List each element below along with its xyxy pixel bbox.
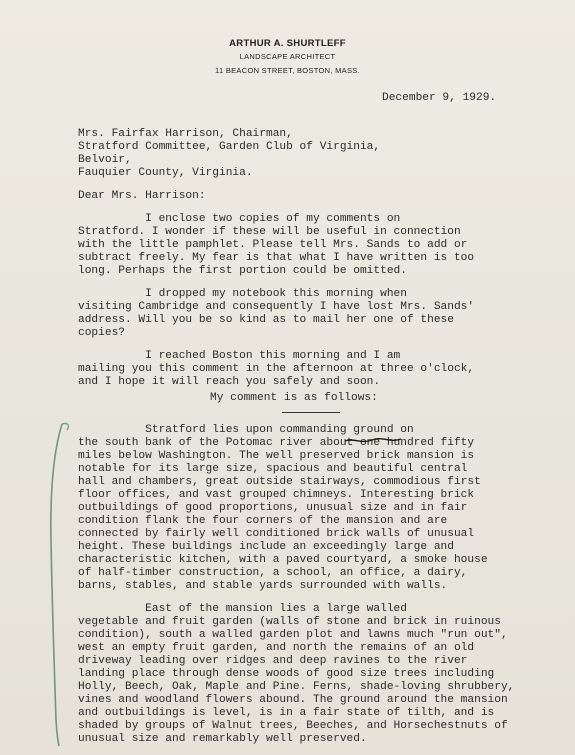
paragraph-3-line: and I hope it will reach you safely and soon.: [78, 376, 381, 388]
recipient-line: Belvoir,: [78, 154, 132, 166]
green-margin-mark: [40, 420, 70, 750]
paragraph-1-line: Stratford. I wonder if these will be useful in connection: [78, 226, 461, 238]
section-rule: [282, 412, 340, 413]
comment-heading: My comment is as follows:: [210, 392, 378, 404]
paragraph-5-line: driveway leading over ridges and deep ravines to the river: [78, 655, 468, 667]
recipient-line: Mrs. Fairfax Harrison, Chairman,: [78, 128, 293, 140]
paragraph-2-line: copies?: [78, 327, 125, 339]
paragraph-4-line: floor offices, and vast grouped chimneys. Interesting brick: [78, 489, 475, 501]
paragraph-4-line: characteristic kitchen, with a paved courtyard, a smoke house: [78, 554, 488, 566]
paragraph-4-line: miles below Washington. The well preserved brick mansion is: [78, 450, 475, 462]
paragraph-4-line: notable for its large size, spacious and beautiful central: [78, 463, 468, 475]
letterhead-address: 11 BEACON STREET, BOSTON, MASS.: [215, 66, 360, 75]
paragraph-5-line: vegetable and fruit garden (walls of stone and brick in ruinous: [78, 616, 501, 628]
letter-date: December 9, 1929.: [382, 92, 497, 104]
recipient-line: Fauquier County, Virginia.: [78, 167, 253, 179]
paragraph-4-line: outbuildings of good proportions, unusual size and in fair: [78, 502, 468, 514]
paragraph-4-line: barns, stables, and stable yards surrounded with walls.: [78, 580, 448, 592]
paragraph-4-line: Stratford lies upon commanding ground on: [78, 424, 414, 436]
paragraph-5-line: vines and woodland flowers abound. The ground around the mansion: [78, 694, 508, 706]
paragraph-5-line: and outbuildings is level, is in a fair state of tilth, and is: [78, 707, 495, 719]
paragraph-4-line: the south bank of the Potomac river about one hundred fifty: [78, 437, 475, 449]
paragraph-3-line: mailing you this comment in the afternoon at three o'clock,: [78, 363, 475, 375]
paragraph-2-line: visiting Cambridge and consequently I have lost Mrs. Sands': [78, 301, 475, 313]
letterhead-name: ARTHUR A. SHURTLEFF: [229, 38, 346, 49]
paragraph-5-line: East of the mansion lies a large walled: [78, 603, 407, 615]
paragraph-1-line: with the little pamphlet. Please tell Mrs. Sands to add or: [78, 239, 468, 251]
recipient-line: Stratford Committee, Garden Club of Virginia,: [78, 141, 381, 153]
paragraph-4-line: hall and chambers, great outside stairways, commodious first: [78, 476, 481, 488]
paragraph-5-line: west an empty fruit garden, and north the remains of an old: [78, 642, 475, 654]
paragraph-2-line: I dropped my notebook this morning when: [78, 288, 407, 300]
paragraph-1-line: subtract freely. My fear is that what I have written is too: [78, 252, 475, 264]
paragraph-5-line: Holly, Beech, Oak, Maple and Pine. Ferns, shade-loving shrubbery,: [78, 681, 515, 693]
paragraph-4-line: condition flank the four corners of the mansion and are: [78, 515, 448, 527]
paragraph-1-line: I enclose two copies of my comments on: [78, 213, 401, 225]
letterhead-title: LANDSCAPE ARCHITECT: [239, 52, 336, 61]
paragraph-3-line: I reached Boston this morning and I am: [78, 350, 401, 362]
paragraph-4-line: of half-timber construction, a school, an office, a dairy,: [78, 567, 468, 579]
paragraph-5-line: unusual size and remarkably well preserved.: [78, 733, 367, 745]
paragraph-4-line: height. These buildings include an exceedingly large and: [78, 541, 454, 553]
paragraph-5-line: shaded by groups of Walnut trees, Beeches, and Horsechestnuts of: [78, 720, 508, 732]
paragraph-2-line: address. Will you be so kind as to mail her one of these: [78, 314, 454, 326]
salutation: Dear Mrs. Harrison:: [78, 190, 206, 202]
paragraph-5-line: condition), south a walled garden plot and lawns much "run out",: [78, 629, 508, 641]
paragraph-1-line: long. Perhaps the first portion could be omitted.: [78, 265, 407, 277]
paragraph-4-line: connected by fairly well conditioned brick walls of unusual: [78, 528, 475, 540]
paragraph-5-line: landing place through dense woods of good size trees including: [78, 668, 495, 680]
